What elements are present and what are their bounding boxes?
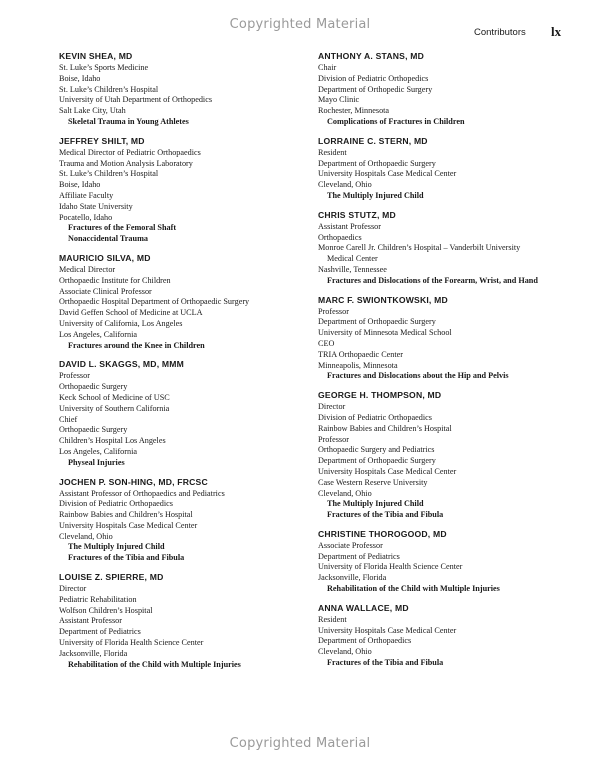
affiliation-line: University of California, Los Angeles [59,318,183,328]
affiliation-line: Pocatello, Idaho [59,212,113,222]
chapter-title: Fractures and Dislocations of the Forearm, Wrist, and Hand [327,275,538,285]
affiliation-line: Associate Clinical Professor [59,286,152,296]
affiliation-line: Orthopaedic Institute for Children [59,275,171,285]
affiliation-line: Rainbow Babies and Children’s Hospital [318,423,452,433]
affiliation-line: Pediatric Rehabilitation [59,594,137,604]
contributor-name: LOUISE Z. SPIERRE, MD [59,572,164,583]
affiliation-line: Nashville, Tennessee [318,264,387,274]
contributor-name: KEVIN SHEA, MD [59,51,133,61]
contributor-name: LORRAINE C. STERN, MD [318,135,428,146]
affiliation-line: St. Luke’s Sports Medicine [59,63,149,72]
contributors-left-column [59,51,294,678]
affiliation-line: Monroe Carell Jr. Children’s Hospital – Vanderbilt University [318,243,521,253]
contributor-entry [318,529,583,595]
contributor-entry [59,359,294,468]
affiliation-line: Salt Lake City, Utah [59,106,126,116]
contributor-name: DAVID L. SKAGGS, MD, MMM [59,359,184,370]
affiliation-line: Professor [318,434,349,444]
contributor-entry [318,51,583,128]
contributor-name: MAURICIO SILVA, MD [59,252,151,263]
affiliation-line: Orthopaedics [318,232,362,242]
affiliation-line: Department of Orthopaedics [318,636,412,646]
affiliation-line: Orthopaedic Surgery [59,382,128,392]
affiliation-line: Los Angeles, California [59,329,137,339]
contributor-name: CHRIS STUTZ, MD [318,209,396,220]
affiliation-line: TRIA Orthopaedic Center [318,349,404,359]
chapter-title: Rehabilitation of the Child with Multiple Injuries [327,584,500,594]
contributor-entry [59,253,294,351]
affiliation-line: University of Utah Department of Orthopedics [59,95,213,105]
affiliation-line: Trauma and Motion Analysis Laboratory [59,158,193,168]
chapter-title: Skeletal Trauma in Young Athletes [68,116,189,126]
affiliation-line: Wolfson Children’s Hospital [59,605,153,615]
affiliation-line: Medical Center [327,254,378,264]
affiliation-line: Rochester, Minnesota [318,106,390,116]
affiliation-line: Cleveland, Ohio [318,180,372,190]
affiliation-line: David Geffen School of Medicine at UCLA [59,308,203,318]
copyright-watermark-top: Copyrighted Material [229,17,371,32]
affiliation-line: Mayo Clinic [318,95,360,105]
chapter-title: Fractures around the Knee in Children [68,340,205,350]
copyright-watermark-bottom: Copyrighted Material [229,736,371,751]
affiliation-line: Department of Orthopaedic Surgery [318,456,436,466]
affiliation-line: University of Southern California [59,403,170,413]
affiliation-line: Orthopaedic Surgery and Pediatrics [318,445,435,455]
chapter-title: Fractures of the Femoral Shaft [68,223,177,233]
chapter-title: Fractures and Dislocations about the Hip and Pelvis [327,371,509,381]
affiliation-line: Associate Professor [318,540,383,550]
chapter-title: Rehabilitation of the Child with Multiple Injuries [68,659,241,669]
contributor-name: MARC F. SWIONTKOWSKI, MD [318,294,448,305]
affiliation-line: Professor [318,306,349,316]
affiliation-line: Children’s Hospital Los Angeles [59,436,166,446]
page-number: lx [551,24,562,39]
affiliation-line: University of Minnesota Medical School [318,328,452,338]
chapter-title: Nonaccidental Trauma [68,234,148,244]
contributor-entry [59,572,294,670]
affiliation-line: Resident [318,147,347,157]
affiliation-line: Orthopaedic Surgery [59,425,128,435]
contributors-right-column [318,51,583,677]
affiliation-line: St. Luke’s Children’s Hospital [59,169,159,179]
contributor-name: GEORGE H. THOMPSON, MD [318,390,442,401]
contributor-entry [318,136,583,202]
affiliation-line: Cleveland, Ohio [318,488,372,498]
affiliation-line: Jacksonville, Florida [59,648,128,658]
affiliation-line: Director [59,584,87,594]
affiliation-line: Division of Pediatric Orthopedics [318,73,429,83]
affiliation-line: Department of Pediatrics [59,627,141,637]
affiliation-line: Division of Pediatric Orthopaedics [318,412,432,422]
contributor-entry [318,210,583,287]
chapter-title: Fractures of the Tibia and Fibula [327,658,444,668]
affiliation-line: Department of Orthopaedic Surgery [318,317,436,327]
contributor-name: ANTHONY A. STANS, MD [318,51,425,61]
affiliation-line: Affiliate Faculty [59,190,114,200]
affiliation-line: St. Luke’s Children’s Hospital [59,84,159,94]
contributor-name: ANNA WALLACE, MD [318,602,409,613]
affiliation-line: Assistant Professor of Orthopaedics and Pediatrics [59,488,225,498]
affiliation-line: Idaho State University [59,201,133,211]
affiliation-line: Boise, Idaho [59,73,101,83]
affiliation-line: Department of Orthopaedic Surgery [318,158,436,168]
chapter-title: The Multiply Injured Child [327,499,424,509]
affiliation-line: Chair [318,63,337,72]
affiliation-line: CEO [318,338,335,348]
affiliation-line: Assistant Professor [318,221,381,231]
affiliation-line: Resident [318,614,347,624]
chapter-title: Physeal Injuries [68,457,125,467]
affiliation-line: University Hospitals Case Medical Center [318,466,457,476]
contributor-entry [59,477,294,565]
affiliation-line: Los Angeles, California [59,446,137,456]
affiliation-line: Keck School of Medicine of USC [59,392,170,402]
contributor-entry [318,295,583,383]
affiliation-line: University of Florida Health Science Center [59,638,204,648]
affiliation-line: Medical Director of Pediatric Orthopaedics [59,147,201,157]
affiliation-line: Division of Pediatric Orthopaedics [59,499,173,509]
affiliation-line: Jacksonville, Florida [318,573,387,583]
chapter-title: The Multiply Injured Child [327,190,424,200]
affiliation-line: Rainbow Babies and Children’s Hospital [59,510,193,520]
affiliation-line: Director [318,402,346,412]
affiliation-line: University Hospitals Case Medical Center [59,520,198,530]
running-head: Contributors [474,27,526,38]
affiliation-line: Assistant Professor [59,616,122,626]
chapter-title: Fractures of the Tibia and Fibula [327,510,444,520]
affiliation-line: Department of Orthopedic Surgery [318,84,433,94]
affiliation-line: Case Western Reserve University [318,477,428,487]
affiliation-line: Cleveland, Ohio [59,531,113,541]
contributor-entry [59,51,294,128]
affiliation-line: University of Florida Health Science Center [318,562,463,572]
affiliation-line: University Hospitals Case Medical Center [318,625,457,635]
contributor-entry [59,136,294,245]
contributor-entry [318,603,583,669]
affiliation-line: Medical Director [59,264,116,274]
affiliation-line: University Hospitals Case Medical Center [318,169,457,179]
contributor-entry [318,390,583,521]
affiliation-line: Professor [59,371,90,381]
affiliation-line: Chief [59,414,78,424]
contributor-name: JOCHEN P. SON-HING, MD, FRCSC [59,476,208,487]
chapter-title: Fractures of the Tibia and Fibula [68,553,185,563]
chapter-title: Complications of Fractures in Children [327,116,465,126]
affiliation-line: Department of Pediatrics [318,551,400,561]
affiliation-line: Boise, Idaho [59,180,101,190]
contributor-name: CHRISTINE THOROGOOD, MD [318,528,447,539]
chapter-title: The Multiply Injured Child [68,542,165,552]
affiliation-line: Minneapolis, Minnesota [318,360,398,370]
contributor-name: JEFFREY SHILT, MD [59,135,145,146]
affiliation-line: Orthopaedic Hospital Department of Orthopaedic Surgery [59,297,250,307]
affiliation-line: Cleveland, Ohio [318,647,372,657]
